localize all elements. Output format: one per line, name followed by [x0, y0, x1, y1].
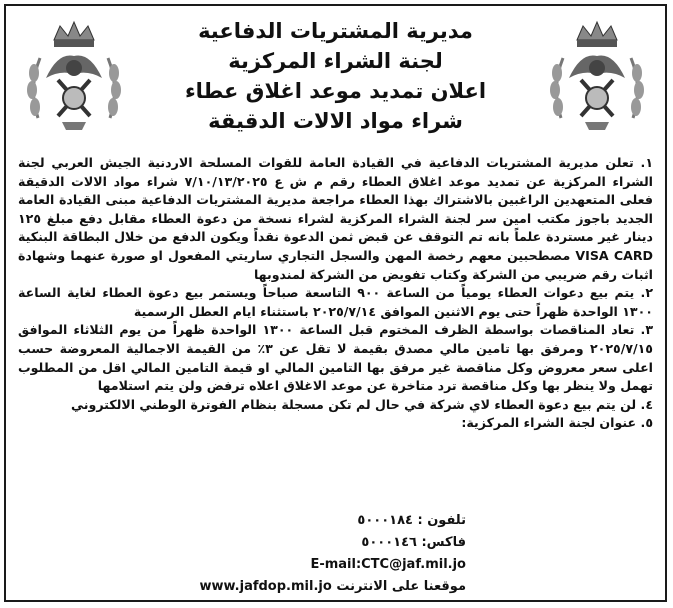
- phone-number: تلفون : ٥٠٠٠١٨٤: [357, 513, 466, 528]
- email-address: E-mail:CTC@jaf.mil.jo: [310, 557, 466, 572]
- crown-eagle-emblem-icon: [541, 18, 653, 138]
- jaf-emblem-right: [541, 18, 653, 138]
- jaf-emblem-left: [18, 18, 130, 138]
- crown-eagle-emblem-icon: [18, 18, 130, 138]
- clause-4: ٤. لن يتم بيع دعوة العطاء لاي شركة في حال لم تكن مسجلة بنظام الفوترة الوطني الالكتروني: [71, 396, 653, 412]
- announcement-header: [146, 16, 525, 136]
- tender-subject: شراء مواد الالات الدقيقة: [208, 109, 463, 133]
- clause-5: ٥. عنوان لجنة الشراء المركزية:: [461, 415, 653, 431]
- directorate-title: مديرية المشتريات الدفاعية: [198, 19, 473, 43]
- committee-title: لجنة الشراء المركزية: [228, 49, 443, 73]
- clause-1: ١. تعلن مديرية المشتريات الدفاعية في القيادة العامة للقوات المسلحة الاردنية الجيش العربي لجنة الشراء المركزية عن تمديد موعد اغلاق العطاء رقم م ش ع ٧/١٠/١٣/٢٠٢٥ شراء مواد الالات الدقيقة فعلى المتعهدين الراغبين بالاشتراك بهذا العطاء مراجعة مديرية المشتريات الدفاعية مبنى القيادة العامة الجديد باجوز مكتب امين سر لجنة الشراء المركزية لشراء نسخة من دعوة العطاء مقابل دفع مبلغ ١٢٥ دينار غير مستردة علماً بانه تم التوقف عن قبض ثمن الدعوة نقداً ويكون الدفع من خلال البطاقة البنكية VISA CARD مصطحبين معهم رخصة المهن والسجل التجاري ساريتي المفعول او صورة عنهما وشهادة اثبات رقم ضريبي من الشركة وكتاب تفويض من الشركة لمندوبها: [18, 155, 653, 282]
- website-row: [199, 576, 466, 598]
- contact-block: [199, 510, 466, 598]
- website-url: www.jafdop.mil.jo: [199, 579, 332, 594]
- fax-number: فاكس: ٥٠٠٠١٤٦: [361, 535, 466, 550]
- announcement-body: [18, 154, 653, 433]
- announcement-frame: [4, 4, 667, 602]
- clause-3: ٣. تعاد المناقصات بواسطة الظرف المختوم قبل الساعة ١٣٠٠ الواحدة ظهراً من يوم الثلاثاء الموافق ٢٠٢٥/٧/١٥ ومرفق بها تامين مالي مصدق بقيمة لا تقل عن ٣٪ من القيمة الاجمالية المعروضة حسب اعلى سعر معروض وكل مناقصة غير مرفق بها التامين المالي او قيمة التامين المالي اقل من المطلوب تهمل ولا ينظر بها وكل مناقصة ترد متاخرة عن موعد الاغلاق اعلاه ترفض ولن يتم استلامها: [18, 322, 653, 394]
- announcement-title: اعلان تمديد موعد اغلاق عطاء: [184, 79, 487, 103]
- clause-2: ٢. يتم بيع دعوات العطاء يومياً من الساعة ٩٠٠ التاسعة صباحاً ويستمر بيع دعوة العطاء لغاية الساعة ١٣٠٠ الواحدة ظهراً حتى يوم الاثنين الموافق ٢٠٢٥/٧/١٤ باستثناء ايام العطل الرسمية: [18, 285, 653, 319]
- website-label: موقعنا على الانترنت: [336, 579, 466, 594]
